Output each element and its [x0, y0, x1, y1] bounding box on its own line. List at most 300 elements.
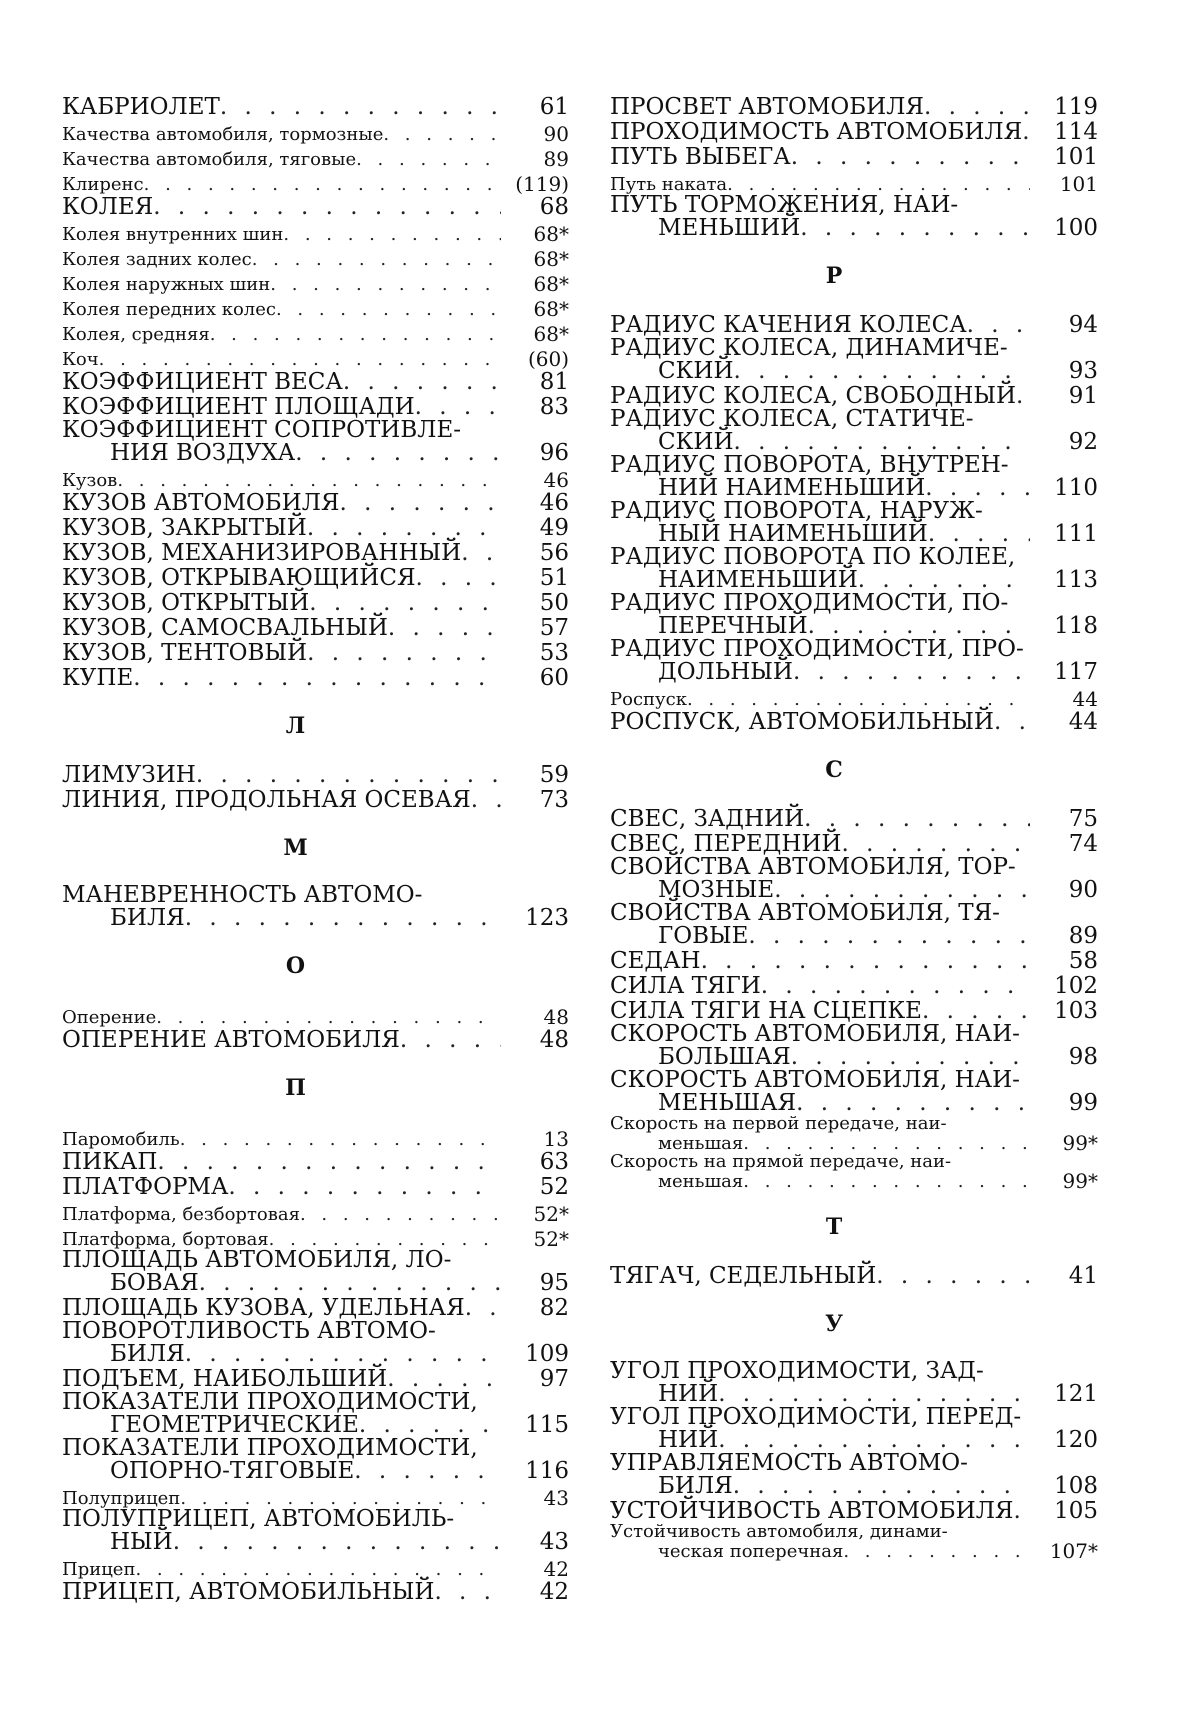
index-entry-page: 75 [1030, 808, 1098, 831]
leader-dots: . . . . . . . . . [300, 1206, 501, 1224]
index-entry-page: 100 [1030, 217, 1098, 240]
index-entry-page: 121 [1030, 1383, 1098, 1406]
index-entry-page: 63 [501, 1151, 569, 1174]
leader-dots: . . [465, 1297, 501, 1320]
index-entry [62, 1002, 569, 1027]
index-entry-page: 43 [501, 1488, 569, 1508]
index-entry [610, 408, 1098, 454]
index-entry [610, 1115, 1098, 1153]
index-entry-page: 41 [1030, 1265, 1098, 1288]
index-entry-term: ТЯГАЧ, СЕДЕЛЬНЫЙ [610, 1265, 876, 1288]
index-entry-term-line1: ПОВОРОТЛИВОСТЬ АВТОМО- [62, 1320, 501, 1343]
index-entry-page: 13 [501, 1129, 569, 1149]
index-entry-term-line1: ПЛОЩАДЬ АВТОМОБИЛЯ, ЛО- [62, 1249, 501, 1272]
index-entry-term-line1: РАДИУС КОЛЕСА, ДИНАМИЧЕ- [610, 337, 1030, 360]
index-entry-page: 116 [501, 1460, 569, 1483]
section-letter-heading [610, 734, 1098, 806]
index-entry-page: 101 [1030, 174, 1098, 194]
index-entry [610, 831, 1098, 856]
section-letter-heading [62, 930, 569, 1002]
index-entry [610, 119, 1098, 144]
index-entry-term: ПИКАП [62, 1151, 157, 1174]
index-entry-term: Полуприцеп [62, 1490, 180, 1508]
index-entry-page: 49 [501, 517, 569, 540]
leader-dots: . . . . . . . . . . . . . . [727, 176, 1030, 194]
index-entry-term: КУЗОВ, ТЕНТОВЫЙ [62, 642, 307, 665]
index-entry [62, 394, 569, 419]
index-entry-term-line2: БИЛЯ [110, 1343, 185, 1366]
leader-dots: . . . . . [388, 617, 501, 640]
section-letter: Т [826, 1214, 842, 1240]
index-entry [610, 684, 1098, 709]
index-entry-page: 114 [1030, 121, 1098, 144]
index-entry-term-line2: меньшая [658, 1135, 743, 1153]
index-entry [62, 1366, 569, 1391]
index-entry-term-line1: СКОРОСТЬ АВТОМОБИЛЯ, НАИ- [610, 1069, 1030, 1092]
index-entry [610, 973, 1098, 998]
index-entry-term-line2: ПЕРЕЧНЫЙ [658, 615, 808, 638]
index-entry [610, 998, 1098, 1023]
index-entry-term-line1: РАДИУС ПОВОРОТА, НАРУЖ- [610, 500, 1030, 523]
index-entry-page: 60 [501, 667, 569, 690]
index-entry-page: 99* [1030, 1171, 1098, 1191]
index-entry-page: 51 [501, 567, 569, 590]
leader-dots: . . . . . . . . . . . . . . [153, 196, 501, 219]
leader-dots: . . . . . . . . . [804, 808, 1030, 831]
index-entry-term: Качества автомобиля, тяговые [62, 151, 356, 169]
leader-dots: . . . . [416, 567, 501, 590]
leader-dots: . [471, 789, 501, 812]
index-entry-term: РАДИУС КАЧЕНИЯ КОЛЕСА [610, 314, 967, 337]
index-entry [62, 294, 569, 319]
leader-dots: . . . . . . . . . . . [269, 1231, 501, 1249]
index-entry-page: 117 [1030, 661, 1098, 684]
section-letter-heading [610, 240, 1098, 312]
index-entry-term-line2: СКИЙ [658, 431, 734, 454]
index-entry-page: (60) [501, 349, 569, 369]
leader-dots: . . . . . . . . . . . . . . . [180, 1131, 501, 1149]
index-entry-term: КОЭФФИЦИЕНТ ПЛОЩАДИ [62, 396, 415, 419]
index-entry-page: 44 [1030, 689, 1098, 709]
leader-dots: . . . [967, 314, 1030, 337]
section-letter: М [283, 835, 307, 861]
index-entry-page: 110 [1030, 477, 1098, 500]
index-entry-page: 57 [501, 617, 569, 640]
leader-dots: . . [461, 542, 501, 565]
index-entry-term: ПРОХОДИМОСТЬ АВТОМОБИЛЯ [610, 121, 1022, 144]
index-entry-term: ЛИМУЗИН [62, 764, 196, 787]
leader-dots: . . . . . . . . . . . . . . [210, 326, 501, 344]
index-entry [610, 1023, 1098, 1069]
index-entry-term-line1: ПОКАЗАТЕЛИ ПРОХОДИМОСТИ, [62, 1391, 501, 1414]
index-entry-term: КОЛЕЯ [62, 196, 153, 219]
index-entry-term-line2: ческая поперечная [658, 1543, 843, 1561]
index-entry-page: 123 [501, 907, 569, 930]
index-entry-page: 68 [501, 196, 569, 219]
index-entry [62, 884, 569, 930]
index-entry [62, 1124, 569, 1149]
index-entry-term: Оперение [62, 1009, 156, 1027]
index-entry-term: ПРИЦЕП, АВТОМОБИЛЬНЫЙ [62, 1581, 434, 1604]
index-entry [62, 515, 569, 540]
index-entry-page: 48 [501, 1029, 569, 1052]
index-entry-term: КУЗОВ, ОТКРЫТЫЙ [62, 592, 309, 615]
index-entry-term-line2: НЫЙ [110, 1531, 173, 1554]
index-entry-term: СИЛА ТЯГИ НА СЦЕПКЕ [610, 1000, 922, 1023]
index-entry-term: Платформа, бортовая [62, 1231, 269, 1249]
leader-dots: . . . . . . . . . . [793, 661, 1030, 684]
leader-dots: . . . . . . . . . . . . . [718, 1429, 1030, 1452]
index-entry-page: 89 [501, 149, 569, 169]
leader-dots: . . . . . . . . . . . . [734, 431, 1030, 454]
index-entry-page: 89 [1030, 925, 1098, 948]
index-entry [62, 1224, 569, 1249]
index-entry-term: ПЛАТФОРМА [62, 1176, 228, 1199]
index-entry-term-line2: МЕНЬШИЙ [658, 217, 800, 240]
index-entry-term: ЛИНИЯ, ПРОДОЛЬНАЯ ОСЕВАЯ [62, 789, 471, 812]
index-entry [610, 1498, 1098, 1523]
index-entry-page: 94 [1030, 314, 1098, 337]
index-entry [62, 144, 569, 169]
index-entry [610, 592, 1098, 638]
index-entry-term-line1: УГОЛ ПРОХОДИМОСТИ, ЗАД- [610, 1360, 1030, 1383]
index-entry [610, 1360, 1098, 1406]
index-entry-page: 68* [501, 274, 569, 294]
index-entry-term-line1: ПОЛУПРИЦЕП, АВТОМОБИЛЬ- [62, 1508, 501, 1531]
leader-dots: . . . . . . . [356, 151, 501, 169]
index-entry-term-line2: меньшая [658, 1173, 743, 1191]
index-entry-term-line2: МЕНЬШАЯ [658, 1092, 796, 1115]
leader-dots: . . . . . . . . [307, 642, 501, 665]
index-entry-term-line1: СВОЙСТВА АВТОМОБИЛЯ, ТОР- [610, 856, 1030, 879]
index-entry-page: 43 [501, 1531, 569, 1554]
leader-dots: . . . . . . . . . . . . . . . . . [144, 176, 501, 194]
leader-dots: . . . . . . . . . . [791, 1046, 1030, 1069]
leader-dots: . . . . . . . . . . . . . [743, 1135, 1030, 1153]
leader-dots: . . . . . . . . . . . . [734, 360, 1030, 383]
index-entry-term: КУПЕ [62, 667, 133, 690]
index-entry [62, 1579, 569, 1604]
leader-dots: . . . . . . . . . . . . . . . . [687, 691, 1030, 709]
leader-dots: . . . . [925, 477, 1030, 500]
leader-dots: . . . . . . . . . . . [276, 301, 501, 319]
index-entry-page: 120 [1030, 1429, 1098, 1452]
index-entry-page: 73 [501, 789, 569, 812]
index-entry [62, 1483, 569, 1508]
leader-dots: . . . . [415, 396, 501, 419]
index-entry-term: УСТОЙЧИВОСТЬ АВТОМОБИЛЯ [610, 1500, 1013, 1523]
leader-dots: . . . . . . . . . . [796, 1092, 1030, 1115]
index-entry-term: Платформа, безбортовая [62, 1206, 300, 1224]
index-entry-term: Паромобиль [62, 1131, 180, 1149]
index-entry-page: 74 [1030, 833, 1098, 856]
index-entry [610, 948, 1098, 973]
section-letter: Л [286, 713, 305, 739]
index-entry-term-line1: КОЭФФИЦИЕНТ СОПРОТИВЛЕ- [62, 419, 501, 442]
index-entry-term: КУЗОВ, САМОСВАЛЬНЫЙ [62, 617, 388, 640]
index-entry-term-line2: БИЛЯ [658, 1475, 733, 1498]
index-entry-term: ПЛОЩАДЬ КУЗОВА, УДЕЛЬНАЯ [62, 1297, 465, 1320]
index-entry [62, 269, 569, 294]
index-entry-term: СВЕС, ПЕРЕДНИЙ [610, 833, 842, 856]
index-entry [610, 638, 1098, 684]
index-entry [62, 1027, 569, 1052]
leader-dots: . . . . . . [876, 1265, 1030, 1288]
index-entry [610, 546, 1098, 592]
index-entry-term-line2: БОЛЬШАЯ [658, 1046, 791, 1069]
index-entry-page: 101 [1030, 146, 1098, 169]
index-entry-term: Коч [62, 351, 99, 369]
section-letter: О [286, 953, 305, 979]
index-entry-page: 52* [501, 1204, 569, 1224]
index-entry [62, 640, 569, 665]
index-entry-term: Колея, средняя [62, 326, 210, 344]
index-entry-term-line1: РАДИУС ПОВОРОТА, ВНУТРЕН- [610, 454, 1030, 477]
index-entry-term: РОСПУСК, АВТОМОБИЛЬНЫЙ [610, 711, 994, 734]
index-entry-page: 93 [1030, 360, 1098, 383]
leader-dots: . . . . . . . . . . . . . [185, 1343, 501, 1366]
leader-dots: . [1013, 1500, 1030, 1523]
leader-dots: . . . . . [387, 1368, 501, 1391]
index-entry [610, 902, 1098, 948]
leader-dots: . . [994, 711, 1030, 734]
index-entry-page: 111 [1030, 523, 1098, 546]
index-entry-term-line2: НАИМЕНЬШИЙ [658, 569, 858, 592]
index-entry-term: Путь наката [610, 176, 727, 194]
index-entry-term-line1: РАДИУС КОЛЕСА, СТАТИЧЕ- [610, 408, 1030, 431]
leader-dots: . . . . . . . . . . [283, 226, 501, 244]
index-entry [610, 312, 1098, 337]
index-entry [62, 344, 569, 369]
index-entry-term: КУЗОВ, ОТКРЫВАЮЩИЙСЯ [62, 567, 416, 590]
index-entry [610, 1069, 1098, 1115]
index-entry-term-line1: МАНЕВРЕННОСТЬ АВТОМО- [62, 884, 501, 907]
index-entry [610, 1406, 1098, 1452]
leader-dots: . . . . . . . . . [843, 1543, 1030, 1561]
leader-dots: . . . . . . [354, 1460, 501, 1483]
index-entry-term: КАБРИОЛЕТ [62, 96, 220, 119]
index-entry-term-line1: Скорость на прямой передаче, наи- [610, 1153, 1030, 1171]
index-entry-page: 68* [501, 249, 569, 269]
index-entry [62, 565, 569, 590]
leader-dots: . [1016, 385, 1030, 408]
index-entry-term: ПРОСВЕТ АВТОМОБИЛЯ [610, 96, 924, 119]
index-entry-term-line2: ОПОРНО-ТЯГОВЫЕ [110, 1460, 354, 1483]
index-entry [610, 1263, 1098, 1288]
index-entry [62, 1320, 569, 1366]
index-entry-page: 105 [1030, 1500, 1098, 1523]
index-entry [610, 500, 1098, 546]
index-entry-page: 108 [1030, 1475, 1098, 1498]
index-entry [62, 369, 569, 394]
index-entry [62, 1437, 569, 1483]
index-entry [62, 665, 569, 690]
index-entry-term: Колея наружных шин [62, 276, 270, 294]
index-entry-term: Роспуск [610, 691, 687, 709]
leader-dots: . . . . . . . . . [800, 217, 1030, 240]
leader-dots: . . . . . . . . . . . . . [743, 1173, 1030, 1191]
index-entry-page: 90 [501, 124, 569, 144]
index-entry-term-line2: МОЗНЫЕ [658, 879, 774, 902]
index-entry-term: ПУТЬ ВЫБЕГА [610, 146, 791, 169]
index-entry-page: 68* [501, 299, 569, 319]
index-entry-term-line1: РАДИУС ПРОХОДИМОСТИ, ПО- [610, 592, 1030, 615]
section-letter-heading [62, 690, 569, 762]
index-entry [62, 169, 569, 194]
index-entry [610, 1153, 1098, 1191]
index-entry-term: СВЕС, ЗАДНИЙ [610, 808, 804, 831]
leader-dots: . . . . . . . . . . . . . . . [133, 667, 501, 690]
section-letter-heading [610, 1191, 1098, 1263]
index-entry [62, 590, 569, 615]
index-entry [610, 709, 1098, 734]
index-entry-term: Колея внутренних шин [62, 226, 283, 244]
index-entry-page: 96 [501, 442, 569, 465]
index-entry-page: 58 [1030, 950, 1098, 973]
index-entry [610, 383, 1098, 408]
index-entry-term-line1: ПОКАЗАТЕЛИ ПРОХОДИМОСТИ, [62, 1437, 501, 1460]
leader-dots: . . . . . . . . . . . . [199, 1272, 501, 1295]
index-entry-term-line2: НЫЙ НАИМЕНЬШИЙ [658, 523, 928, 546]
index-entry-term: КУЗОВ АВТОМОБИЛЯ [62, 492, 339, 515]
index-entry-page: 52* [501, 1229, 569, 1249]
leader-dots: . . . . . . [343, 371, 501, 394]
index-entry-page: 107* [1030, 1541, 1098, 1561]
leader-dots: . . . . [924, 96, 1030, 119]
index-entry [62, 465, 569, 490]
leader-dots: . . . . . . . . [309, 592, 501, 615]
index-entry-page: 99* [1030, 1133, 1098, 1153]
leader-dots [1022, 121, 1030, 144]
index-entry-page: 109 [501, 1343, 569, 1366]
index-entry-page: 91 [1030, 385, 1098, 408]
index-entry [62, 319, 569, 344]
index-entry-page: 59 [501, 764, 569, 787]
index-entry [62, 1554, 569, 1579]
index-entry [62, 1391, 569, 1437]
index-entry-page: 68* [501, 324, 569, 344]
index-column-right [610, 94, 1098, 1561]
index-entry [62, 615, 569, 640]
index-entry-page: 119 [1030, 96, 1098, 119]
index-entry [62, 194, 569, 219]
leader-dots: . . . . . . . . . . . . . [173, 1531, 501, 1554]
index-entry-term-line1: РАДИУС ПРОХОДИМОСТИ, ПРО- [610, 638, 1030, 661]
leader-dots: . . . . . . . . . . . [748, 925, 1030, 948]
index-entry [62, 490, 569, 515]
index-entry-page: 42 [501, 1559, 569, 1579]
index-entry-term: Кузов [62, 472, 117, 490]
index-entry [610, 1523, 1098, 1561]
leader-dots: . . . . . . . . . . . . [196, 764, 501, 787]
section-letter: У [825, 1311, 843, 1337]
index-entry-page: 61 [501, 96, 569, 119]
index-entry-term-line1: Скорость на первой передаче, наи- [610, 1115, 1030, 1133]
leader-dots: . . . . . . . . . . . . . . . . [156, 1009, 501, 1027]
index-entry-page: (119) [501, 174, 569, 194]
index-entry-page: 103 [1030, 1000, 1098, 1023]
index-entry-term: Клиренс [62, 176, 144, 194]
leader-dots: . . . . . . . . . . . . . . . . . . . [99, 351, 501, 369]
index-entry-page: 92 [1030, 431, 1098, 454]
index-entry [610, 169, 1098, 194]
index-entry-page: 53 [501, 642, 569, 665]
leader-dots: . . . . . . . . . [808, 615, 1030, 638]
index-entry-term-line1: УГОЛ ПРОХОДИМОСТИ, ПЕРЕД- [610, 1406, 1030, 1429]
leader-dots: . . . . . . . . . . . [270, 276, 501, 294]
index-entry-page: 98 [1030, 1046, 1098, 1069]
index-entry-page: 83 [501, 396, 569, 419]
index-entry-term-line2: НИЙ [658, 1383, 718, 1406]
leader-dots: . . . . . . . . . . . . [733, 1475, 1030, 1498]
index-entry-page: 95 [501, 1272, 569, 1295]
index-entry-term-line1: СКОРОСТЬ АВТОМОБИЛЯ, НАИ- [610, 1023, 1030, 1046]
index-entry-term-line2: ДОЛЬНЫЙ [658, 661, 793, 684]
index-entry-page: 52 [501, 1176, 569, 1199]
leader-dots: . . . . . . [359, 1414, 501, 1437]
index-entry-term: Колея задних колес [62, 251, 252, 269]
leader-dots: . . . . . . . [858, 569, 1030, 592]
index-column-left [62, 94, 569, 1604]
index-entry-term-line2: НИЯ ВОЗДУХА [110, 442, 295, 465]
index-entry-page: 82 [501, 1297, 569, 1320]
index-entry-page: 48 [501, 1007, 569, 1027]
index-entry [610, 856, 1098, 902]
section-letter: Р [826, 263, 843, 289]
index-entry-page: 90 [1030, 879, 1098, 902]
index-entry-page: 46 [501, 492, 569, 515]
section-letter: П [285, 1075, 306, 1101]
leader-dots: . . . . . . . . . . . . . . . . . [135, 1561, 501, 1579]
index-entry-term: РАДИУС КОЛЕСА, СВОБОДНЫЙ [610, 385, 1016, 408]
leader-dots: . . . . . . . [339, 492, 501, 515]
index-entry-term-line2: НИЙ НАИМЕНЬШИЙ [658, 477, 925, 500]
index-entry [62, 1149, 569, 1174]
index-entry-page: 56 [501, 542, 569, 565]
index-entry [62, 1508, 569, 1554]
index-entry-term-line1: ПУТЬ ТОРМОЖЕНИЯ, НАИ- [610, 194, 1030, 217]
index-entry [62, 540, 569, 565]
index-entry-term-line2: СКИЙ [658, 360, 734, 383]
index-entry-page: 113 [1030, 569, 1098, 592]
leader-dots: . . . . . . . . . . . [220, 96, 501, 119]
leader-dots: . . . . . . . . . . . . . . . . . . [117, 472, 501, 490]
leader-dots: . . . [434, 1581, 501, 1604]
index-entry [610, 1452, 1098, 1498]
index-entry-page: 118 [1030, 615, 1098, 638]
leader-dots: . . . . [928, 523, 1030, 546]
index-entry [62, 1295, 569, 1320]
index-entry [610, 144, 1098, 169]
index-entry [62, 244, 569, 269]
index-entry [62, 119, 569, 144]
index-entry-term: Прицеп [62, 1561, 135, 1579]
section-letter-heading [62, 1052, 569, 1124]
index-entry [610, 454, 1098, 500]
index-entry-page: 68* [501, 224, 569, 244]
index-entry [610, 337, 1098, 383]
index-entry-term: Колея передних колес [62, 301, 276, 319]
index-entry [610, 806, 1098, 831]
index-entry-page: 46 [501, 470, 569, 490]
leader-dots: . . . . . . . . . . . . . [185, 907, 501, 930]
index-entry [62, 219, 569, 244]
index-entry-page: 99 [1030, 1092, 1098, 1115]
index-entry [62, 419, 569, 465]
section-letter-heading [610, 1288, 1098, 1360]
index-entry [62, 1199, 569, 1224]
index-entry-term: Качества автомобиля, тормозные [62, 126, 383, 144]
